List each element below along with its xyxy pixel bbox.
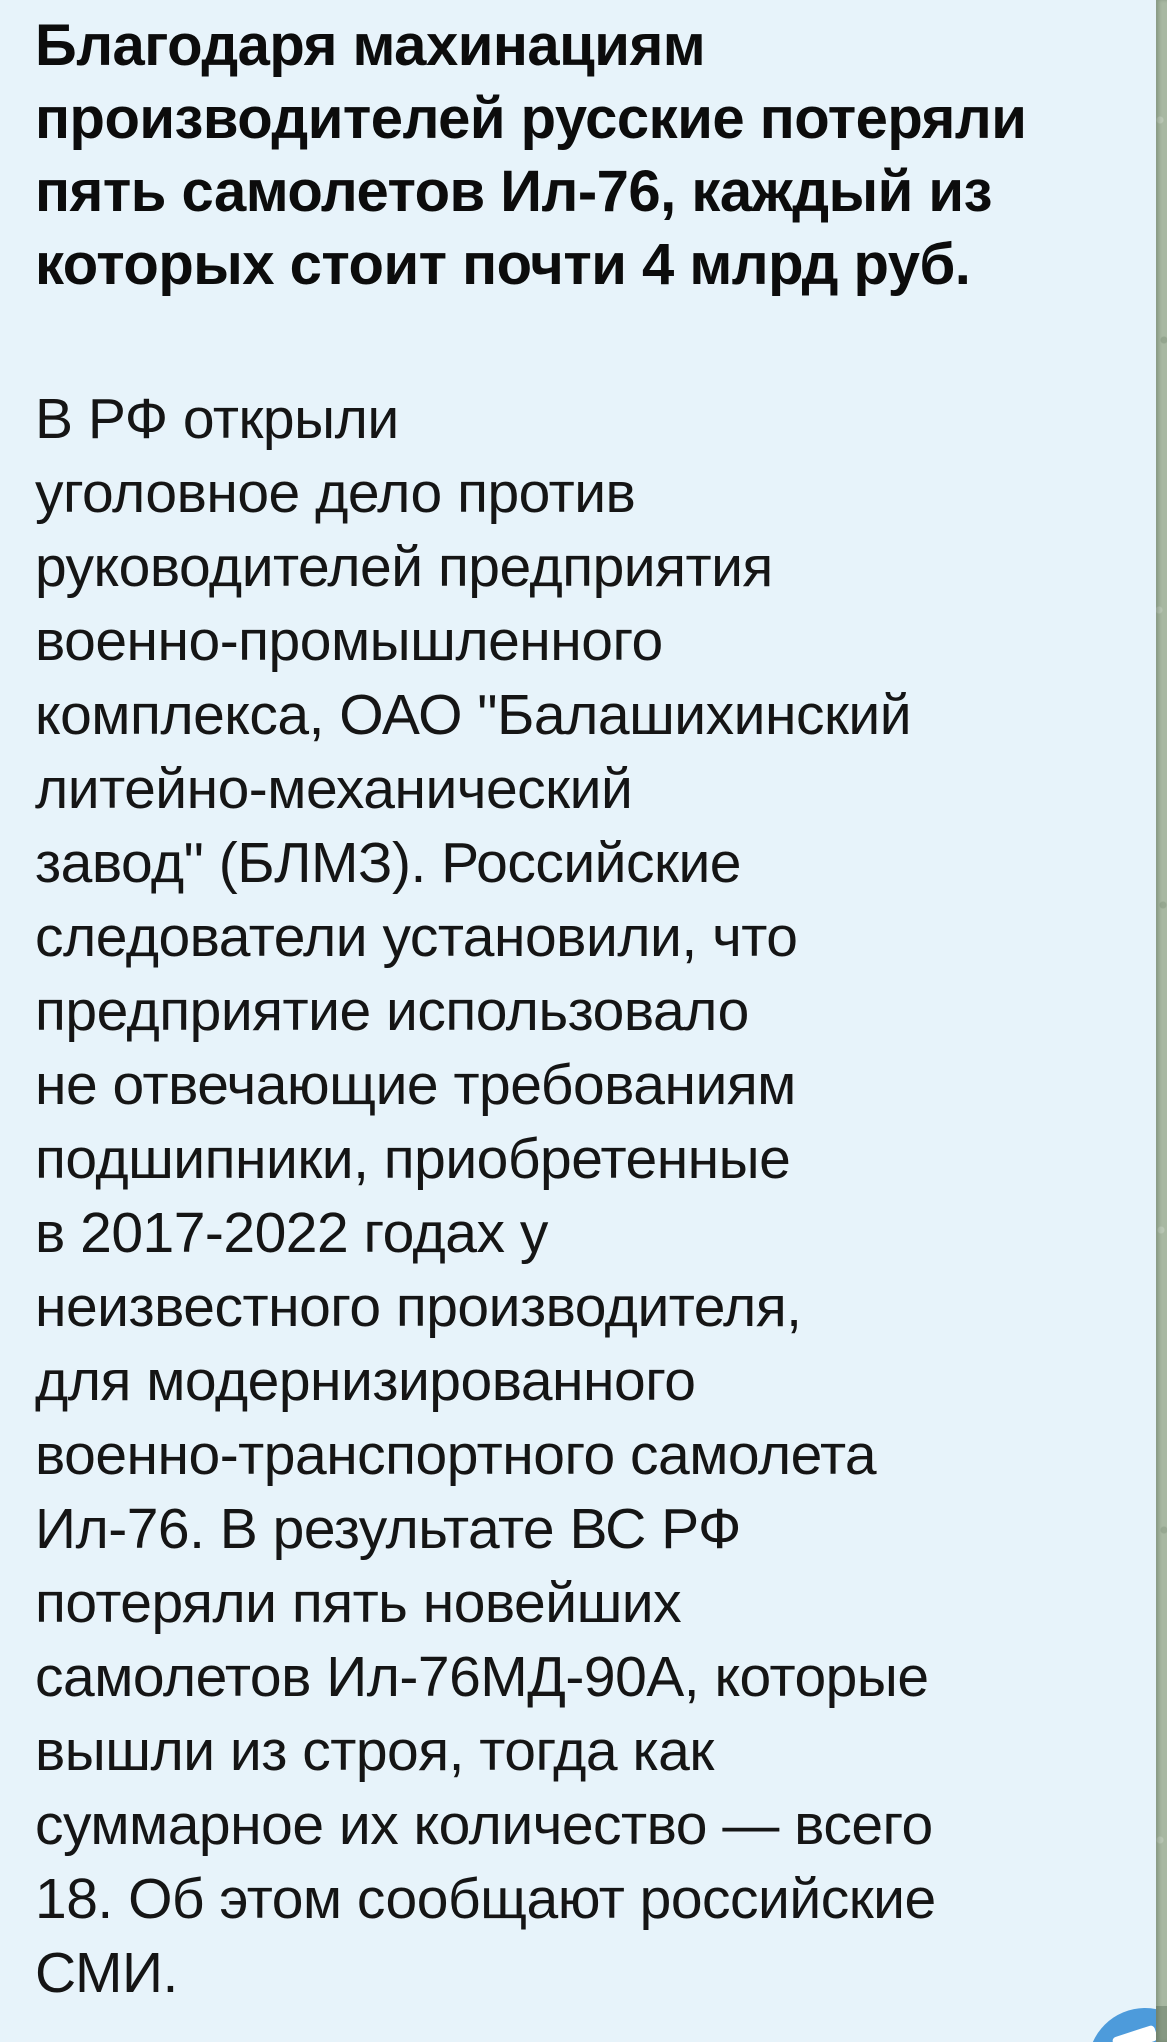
text-line: для модернизированного — [35, 1349, 696, 1413]
text-line: Ил-76. В результате ВС РФ — [35, 1497, 741, 1561]
text-line: потеряли пять новейших — [35, 1571, 682, 1635]
text-line: не отвечающие требованиям — [35, 1053, 796, 1117]
text-line: В РФ открыли — [35, 387, 399, 451]
text-line: которых стоит почти 4 млрд руб. — [35, 232, 971, 297]
text-line: производителей русские потеряли — [35, 86, 1027, 151]
text-line: пять самолетов Ил-76, каждый из — [35, 159, 992, 224]
text-line: в 2017-2022 годах у — [35, 1201, 548, 1265]
chevron-down-icon — [1112, 2025, 1159, 2042]
text-line: комплекса, ОАО "Балашихинский — [35, 683, 912, 747]
text-line: предприятие использовало — [35, 979, 749, 1043]
text-line: уголовное дело против — [35, 461, 636, 525]
chat-wallpaper-edge — [1156, 0, 1167, 2042]
text-line: вышли из строя, тогда как — [35, 1719, 714, 1783]
text-line: литейно-механический — [35, 757, 633, 821]
text-line: военно-промышленного — [35, 609, 663, 673]
text-line: завод" (БЛМЗ). Российские — [35, 831, 741, 895]
text-line: Благодаря махинациям — [35, 13, 706, 78]
text-line: 18. Об этом сообщают российские — [35, 1867, 936, 1931]
message-headline — [35, 9, 1146, 301]
text-line: руководителей предприятия — [35, 535, 773, 599]
text-line: суммарное их количество — всего — [35, 1793, 933, 1857]
text-line: неизвестного производителя, — [35, 1275, 802, 1339]
text-line: самолетов Ил-76МД-90А, которые — [35, 1645, 929, 1709]
text-line: подшипники, приобретенные — [35, 1127, 791, 1191]
message-body — [35, 382, 1146, 2010]
text-line: военно-транспортного самолета — [35, 1423, 877, 1487]
text-line: следователи установили, что — [35, 905, 798, 969]
text-line: СМИ. — [35, 1941, 178, 2005]
